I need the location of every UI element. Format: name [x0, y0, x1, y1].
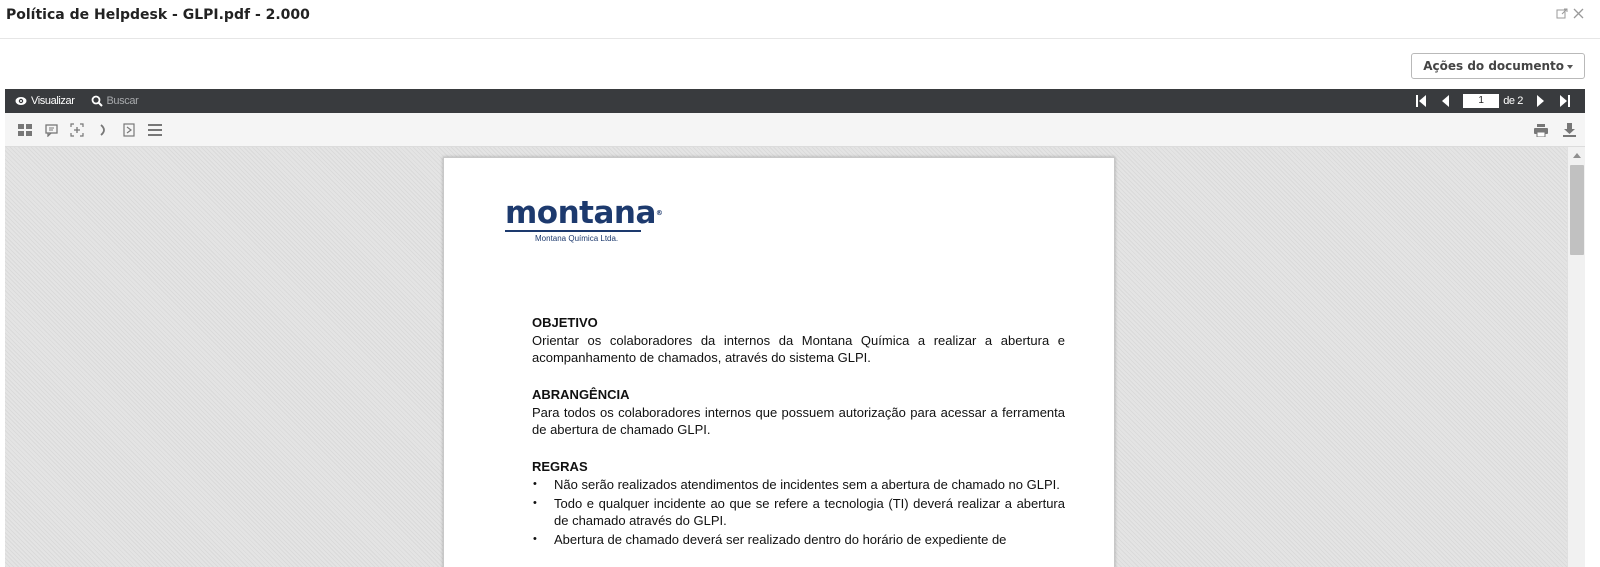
pagination — [1409, 89, 1577, 113]
menu-icon[interactable] — [147, 122, 163, 138]
window-titlebar — [0, 0, 1600, 39]
window-controls — [1556, 8, 1584, 22]
previous-page-icon — [1441, 95, 1449, 107]
section-text-objetivo: Orientar os colaboradores da internos da Montana Química a realizar a abertura e acompanhamento de chamados, através do sistema GLPI. — [532, 333, 1065, 365]
page-number-input[interactable]: 1 — [1463, 94, 1499, 108]
section-heading-regras: REGRAS — [532, 459, 588, 474]
download-icon[interactable] — [1561, 122, 1577, 138]
logo-subtitle: Montana Química Ltda. — [535, 234, 619, 243]
thumbnails-icon[interactable] — [17, 122, 33, 138]
next-page-button[interactable] — [1533, 89, 1549, 113]
fit-page-icon[interactable] — [121, 122, 137, 138]
tab-visualizar-label: Visualizar — [31, 95, 75, 107]
tab-buscar[interactable] — [91, 95, 139, 107]
viewer-tools-bar — [5, 113, 1585, 147]
scrollbar-thumb[interactable] — [1570, 165, 1584, 255]
print-icon[interactable] — [1533, 122, 1549, 138]
zoom-icon[interactable] — [69, 122, 85, 138]
pdf-page — [443, 157, 1115, 567]
document-content — [532, 314, 1065, 550]
window-title: Política de Helpdesk - GLPI.pdf - 2.000 — [6, 7, 310, 23]
scroll-up-icon[interactable] — [1573, 153, 1581, 158]
document-viewport[interactable] — [5, 147, 1585, 567]
document-actions-label: Ações do documento — [1423, 59, 1564, 73]
page-total: de 2 — [1503, 95, 1523, 107]
last-page-icon — [1560, 95, 1570, 107]
list-item: • Todo e qualquer incidente ao que se refere a tecnologia (TI) deverá realizar a abertura de chamado através do GLPI. — [532, 495, 1065, 529]
logo-wordmark: montana — [505, 195, 656, 231]
registered-mark-icon: ® — [655, 209, 663, 217]
caret-down-icon — [1567, 65, 1573, 69]
first-page-button[interactable] — [1413, 89, 1429, 113]
actions-row — [0, 40, 1600, 88]
viewer-top-toolbar — [5, 89, 1585, 113]
section-text-abrangencia: Para todos os colaboradores internos que possuem autorização para acessar a ferramenta de abertura de chamado GLPI. — [532, 405, 1065, 437]
last-page-button[interactable] — [1557, 89, 1573, 113]
list-item: • Não serão realizados atendimentos de incidentes sem a abertura de chamado no GLPI. — [532, 476, 1065, 493]
first-page-icon — [1416, 95, 1426, 107]
company-logo — [505, 195, 663, 243]
vertical-scrollbar[interactable] — [1567, 147, 1585, 567]
section-heading-objetivo: OBJETIVO — [532, 315, 598, 330]
tab-visualizar[interactable] — [15, 95, 75, 107]
list-item: • Abertura de chamado deverá ser realizado dentro do horário de expediente de — [532, 531, 1065, 548]
next-page-icon — [1537, 95, 1545, 107]
search-icon — [91, 95, 103, 107]
document-actions-dropdown[interactable] — [1411, 53, 1585, 79]
close-icon[interactable] — [1572, 8, 1584, 22]
comment-icon[interactable] — [43, 122, 59, 138]
rules-list — [532, 476, 1065, 548]
tab-buscar-label: Buscar — [106, 95, 139, 107]
previous-page-button[interactable] — [1437, 89, 1453, 113]
popout-icon[interactable] — [1556, 8, 1568, 22]
eye-icon — [15, 96, 27, 106]
rotate-icon[interactable] — [95, 122, 111, 138]
section-heading-abrangencia: ABRANGÊNCIA — [532, 387, 630, 402]
